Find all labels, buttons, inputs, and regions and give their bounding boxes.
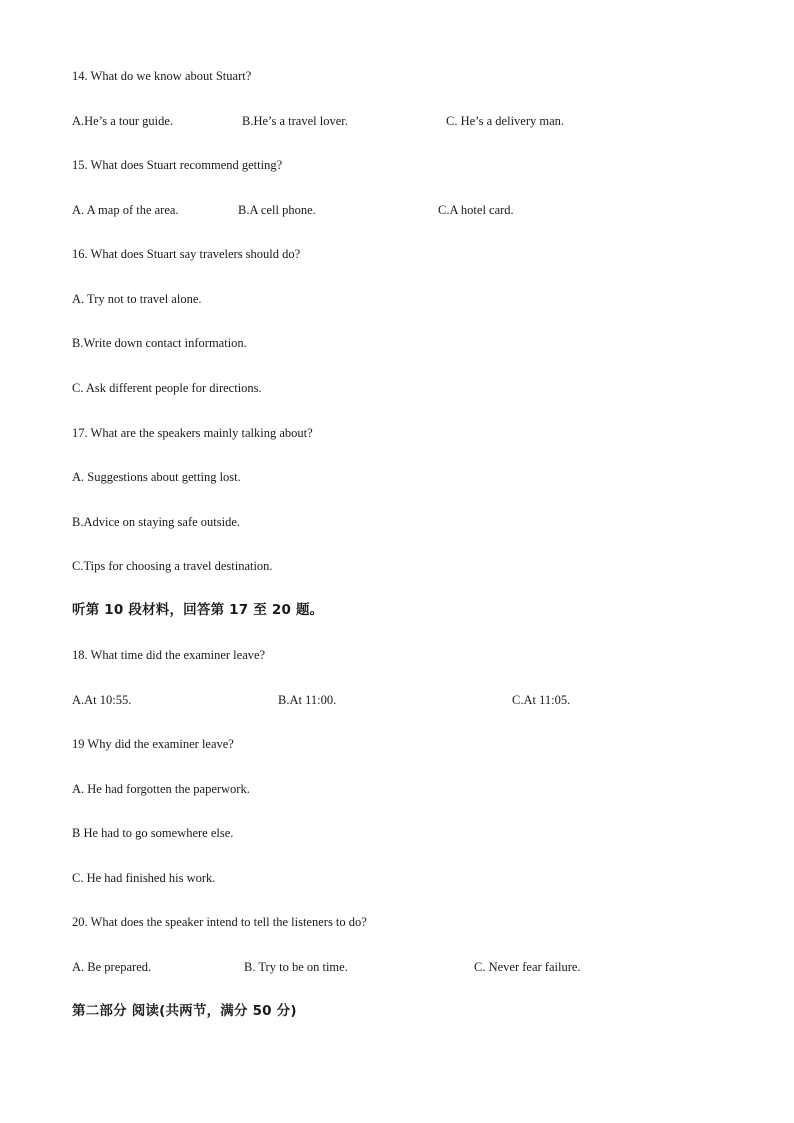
- question-16-stem: 16. What does Stuart say travelers should do?: [72, 247, 301, 261]
- question-15-options: [72, 202, 722, 218]
- question-16-option-a: A. Try not to travel alone.: [72, 292, 202, 306]
- question-19-option-c: C. He had finished his work.: [72, 871, 216, 885]
- question-17-stem: 17. What are the speakers mainly talking about?: [72, 426, 313, 440]
- option-c: C.At 11:05.: [512, 693, 571, 707]
- question-17-option-a: A. Suggestions about getting lost.: [72, 470, 241, 484]
- option-c: C. He’s a delivery man.: [446, 114, 565, 128]
- question-19-option-a: A. He had forgotten the paperwork.: [72, 782, 250, 796]
- option-b: B.He’s a travel lover.: [242, 114, 348, 128]
- option-a: A. A map of the area.: [72, 203, 179, 217]
- question-16-option-b: B.Write down contact information.: [72, 336, 247, 350]
- option-a: A.He’s a tour guide.: [72, 114, 174, 128]
- question-15-stem: 15. What does Stuart recommend getting?: [72, 158, 283, 172]
- option-a: A.At 10:55.: [72, 693, 132, 707]
- question-18-stem: 18. What time did the examiner leave?: [72, 648, 266, 662]
- question-20-stem: 20. What does the speaker intend to tell the listeners to do?: [72, 915, 367, 929]
- question-14-options: [72, 113, 722, 129]
- question-20-options: [72, 959, 722, 975]
- question-19-stem: 19 Why did the examiner leave?: [72, 737, 234, 751]
- part-two-heading: 第二部分 阅读(共两节，满分 50 分): [72, 1003, 297, 1019]
- option-c: C.A hotel card.: [438, 203, 514, 217]
- question-14-stem: 14. What do we know about Stuart?: [72, 69, 252, 83]
- question-19-option-b: B He had to go somewhere else.: [72, 826, 234, 840]
- question-17-option-c: C.Tips for choosing a travel destination.: [72, 559, 273, 573]
- question-18-options: [72, 692, 722, 708]
- question-16-option-c: C. Ask different people for directions.: [72, 381, 262, 395]
- question-17-option-b: B.Advice on staying safe outside.: [72, 515, 241, 529]
- option-b: B.At 11:00.: [278, 693, 337, 707]
- option-c: C. Never fear failure.: [474, 960, 581, 974]
- option-b: B. Try to be on time.: [244, 960, 348, 974]
- section-10-heading: 听第 10 段材料，回答第 17 至 20 题。: [72, 602, 324, 618]
- option-a: A. Be prepared.: [72, 960, 152, 974]
- option-b: B.A cell phone.: [238, 203, 316, 217]
